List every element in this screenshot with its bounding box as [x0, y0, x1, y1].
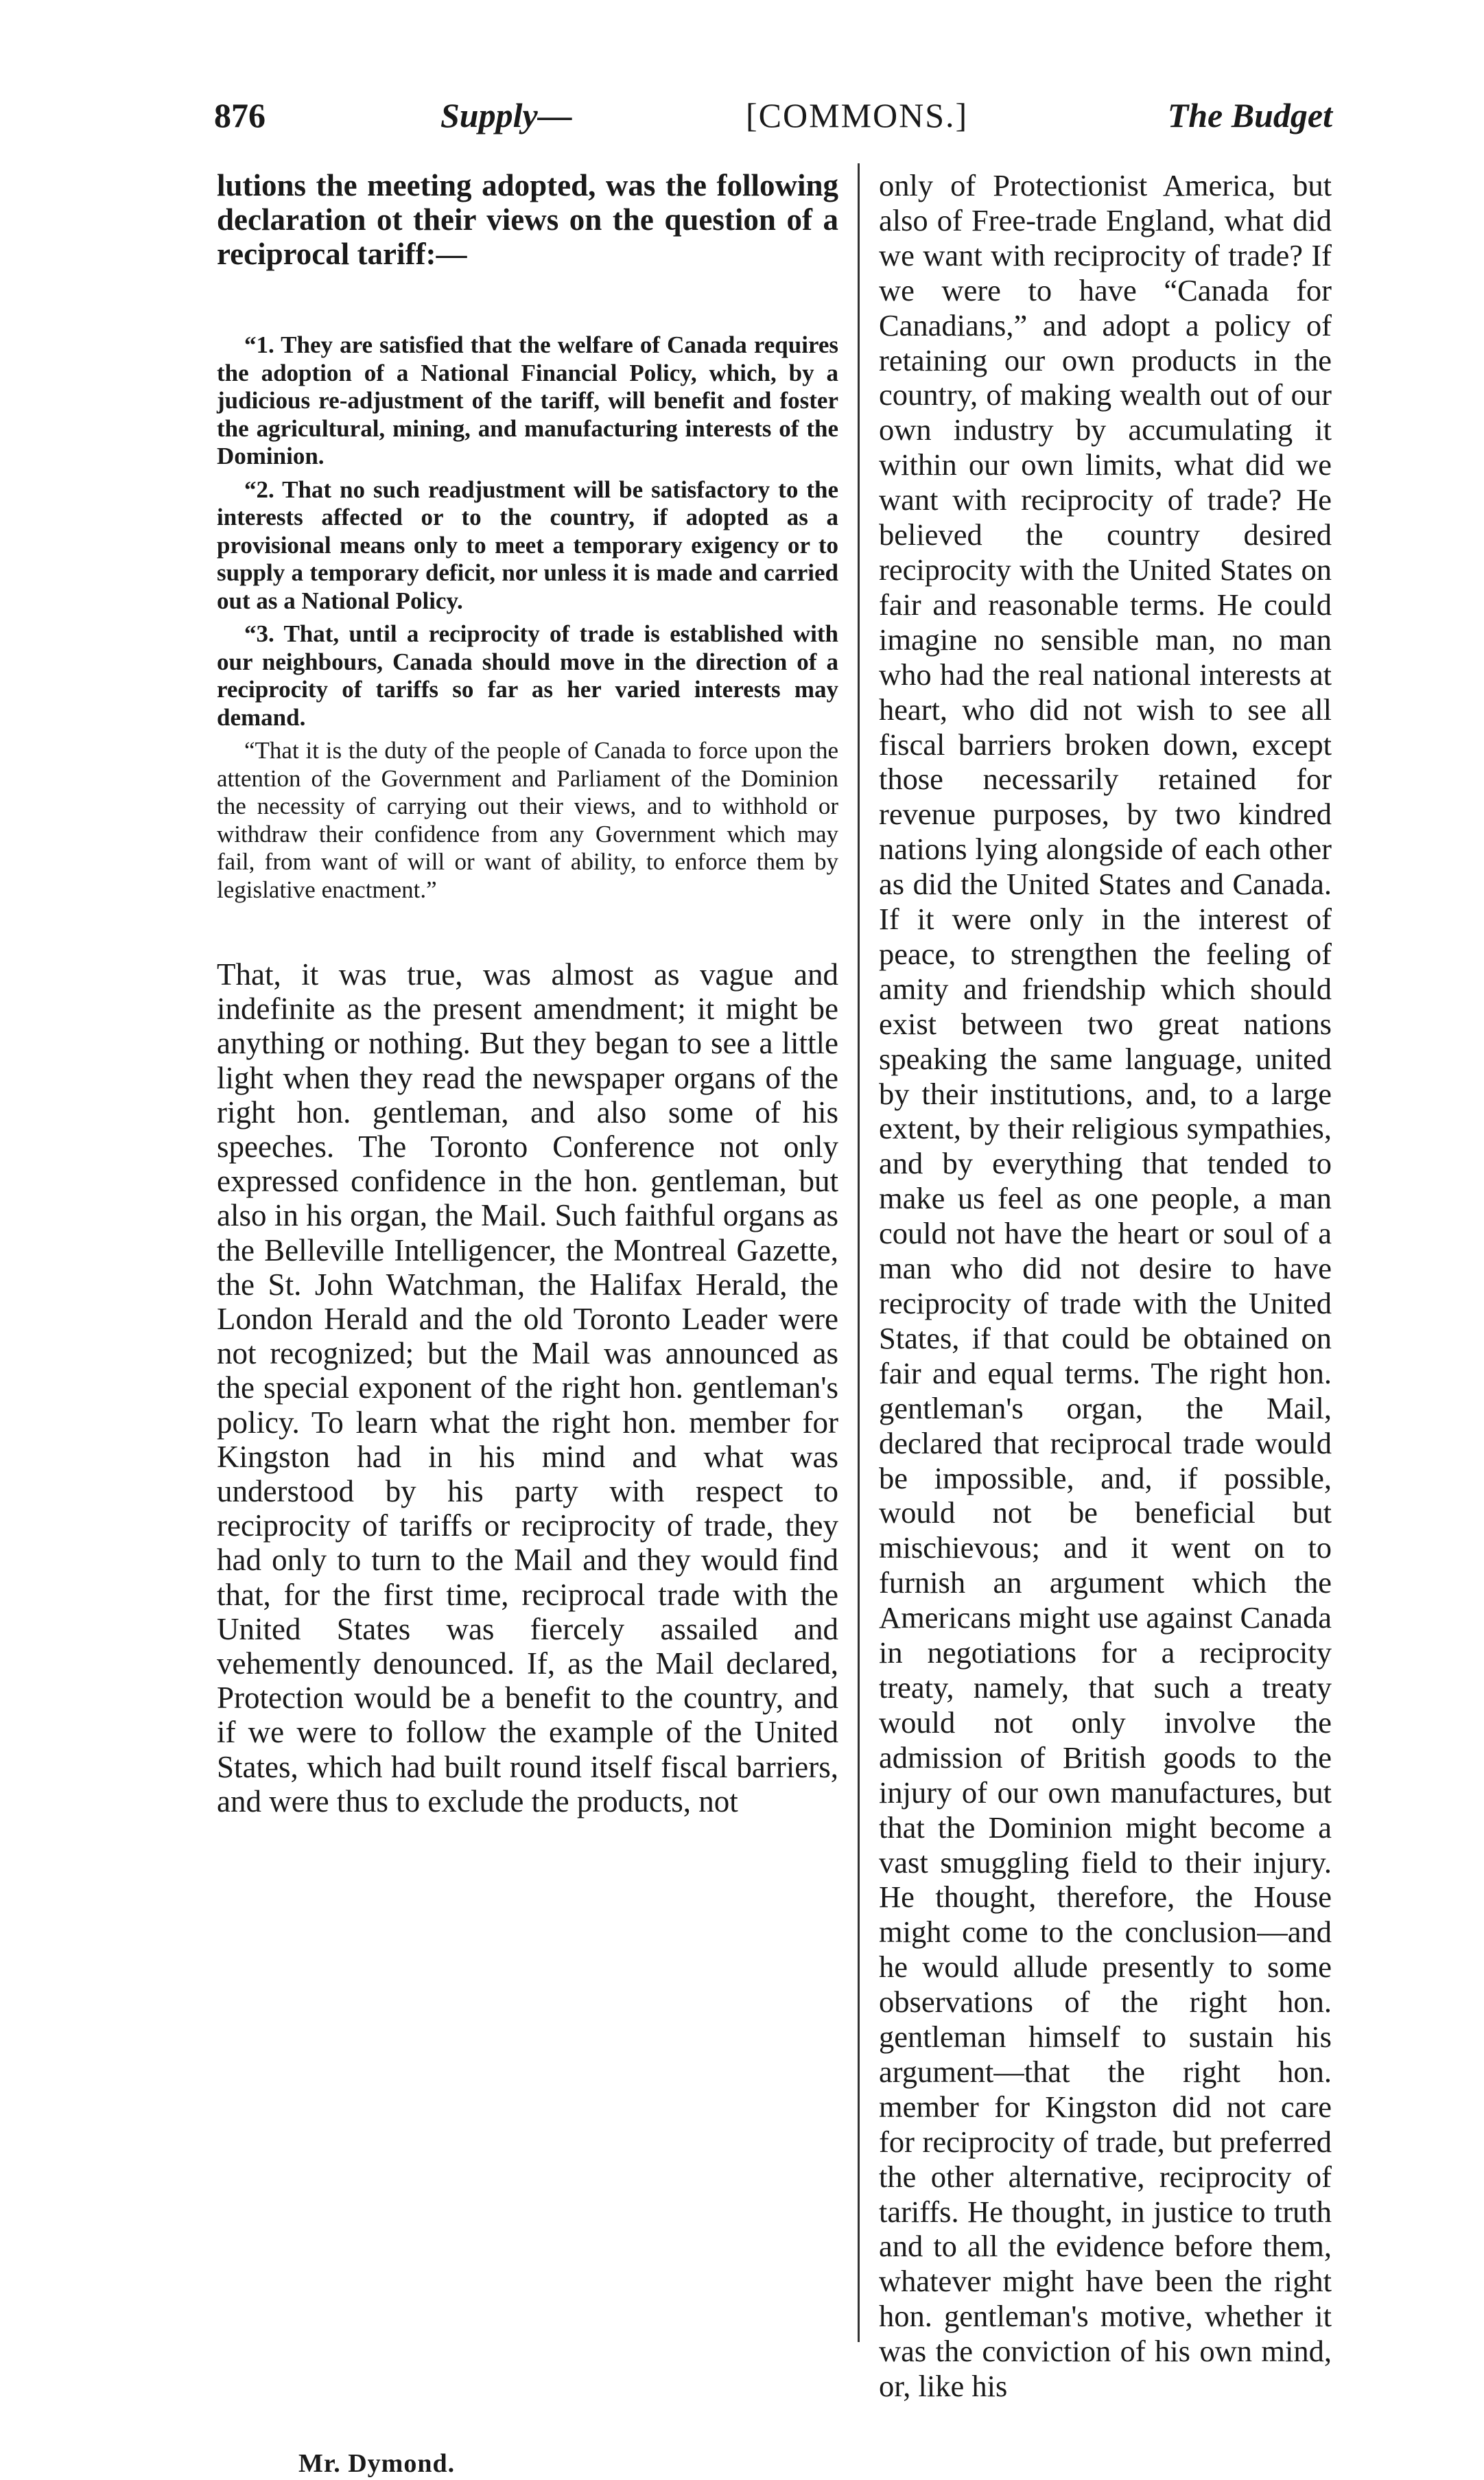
right-body-paragraph: only of Protectionist America, but also of Free-trade England, what did we want with reciprocity of trade? If we were to have “Canada for Canadians,” and adopt a policy of retaining our own products in the country, of making wealth out of our own industry by accumulating it within our own limits, what did we want with reciprocity of trade? He believed the country desired reciprocity with the United States on fair and reasonable terms. He could imagine no sensible man, no man who had the real national interests at heart, who did not wish to see all fiscal barriers broken down, except those necessarily retained for revenue purposes, by two kindred nations lying alongside of each other as did the United States and Canada. If it were only in the interest of peace, to strengthen the feeling of amity and friendship which should exist between two great nations speaking the same language, united by their institutions, and, to a large extent, by their religious sympathies, and by everything that tended to make us feel as one people, a man could not have the heart or soul of a man who did not desire to have reciprocity of trade with the United States, if that could be obtained on fair and equal terms. The right hon. gentleman's organ, the Mail, declared that reciprocal trade would be impossible, and, if possible, would not be beneficial but mischievous; and it went on to furnish an argument which the Americans might use against Canada in negotiations for a reciprocity treaty, namely, that such a treaty would not only involve the admission of British goods to the injury of our own manufactures, but that the Dominion might become a vast smuggling field to their injury. He thought, therefore, the House might come to the conclusion—and he would allude presently to some observations of the right hon. gentleman himself to sustain his argument—that the right hon. member for Kingston did not care for reciprocity of trade, but preferred the other alternative, reciprocity of tariffs. He thought, in justice to truth and to all the evidence before them, whatever might have been the right hon. gentleman's motive, whether it was the conviction of his own mind, or, like his — [879, 168, 1332, 2404]
intro-paragraph: lutions the meeting adopted, was the following declaration ot their views on the question of a reciprocal tariff:— — [217, 168, 838, 271]
left-column — [217, 168, 838, 1818]
page-header — [214, 95, 1332, 150]
column-divider — [858, 163, 860, 2342]
topic-title: The Budget — [1167, 96, 1332, 134]
resolution-2: “2. That no such readjustment will be satisfactory to the interests affected or to the country, if adopted as a provisional means only to meet a temporary exigency or to supply a temporary deficit, nor unless it is made and carried out as a National Policy. — [217, 476, 838, 614]
speaker-footer: Mr. Dymond. — [298, 2449, 456, 2478]
page-number: 876 — [214, 96, 266, 134]
resolution-1: “1. They are satisfied that the welfare of Canada requires the adoption of a National Financial Policy, which, by a judicious re-adjustment of the tariff, will benefit and foster the agricultural, mining, and manufacturing interests of the Dominion. — [217, 331, 838, 469]
right-column — [879, 168, 1332, 2404]
left-body-paragraph: That, it was true, was almost as vague and indefinite as the present amendment; it might be anything or nothing. But they began to see a little light when they read the newspaper organs of the right hon. gentleman, and also some of his speeches. The Toronto Conference not only expressed confidence in the hon. gentleman, but also in his organ, the Mail. Such faithful organs as the Belleville Intelligencer, the Montreal Gazette, the St. John Watchman, the Halifax Herald, the London Herald and the old Toronto Leader were not recognized; but the Mail was announced as the special exponent of the right hon. gentleman's policy. To learn what the right hon. member for Kingston had in his mind and what was understood by his party with respect to reciprocity of tariffs or reciprocity of trade, they had only to turn to the Mail and they would find that, for the first time, reciprocal trade with the United States was fiercely assailed and vehemently denounced. If, as the Mail declared, Protection would be a benefit to the country, and if we were to follow the example of the United States, which had built round itself fiscal barriers, and were thus to exclude the products, not — [217, 957, 838, 1818]
resolution-4: “That it is the duty of the people of Canada to force upon the attention of the Government and Parliament of the Dominion the necessity of carrying out their views, and to withhold or withdraw their confidence from any Government which may fail, from want of will or want of ability, to enforce them by legislative enactment.” — [217, 737, 838, 903]
chamber-label: [COMMONS.] — [746, 96, 969, 134]
resolution-3: “3. That, until a reciprocity of trade is established with our neighbours, Canada should move in the direction of a reciprocity of tariffs so far as her varied interests may demand. — [217, 620, 838, 731]
section-title: Supply— — [440, 96, 572, 134]
